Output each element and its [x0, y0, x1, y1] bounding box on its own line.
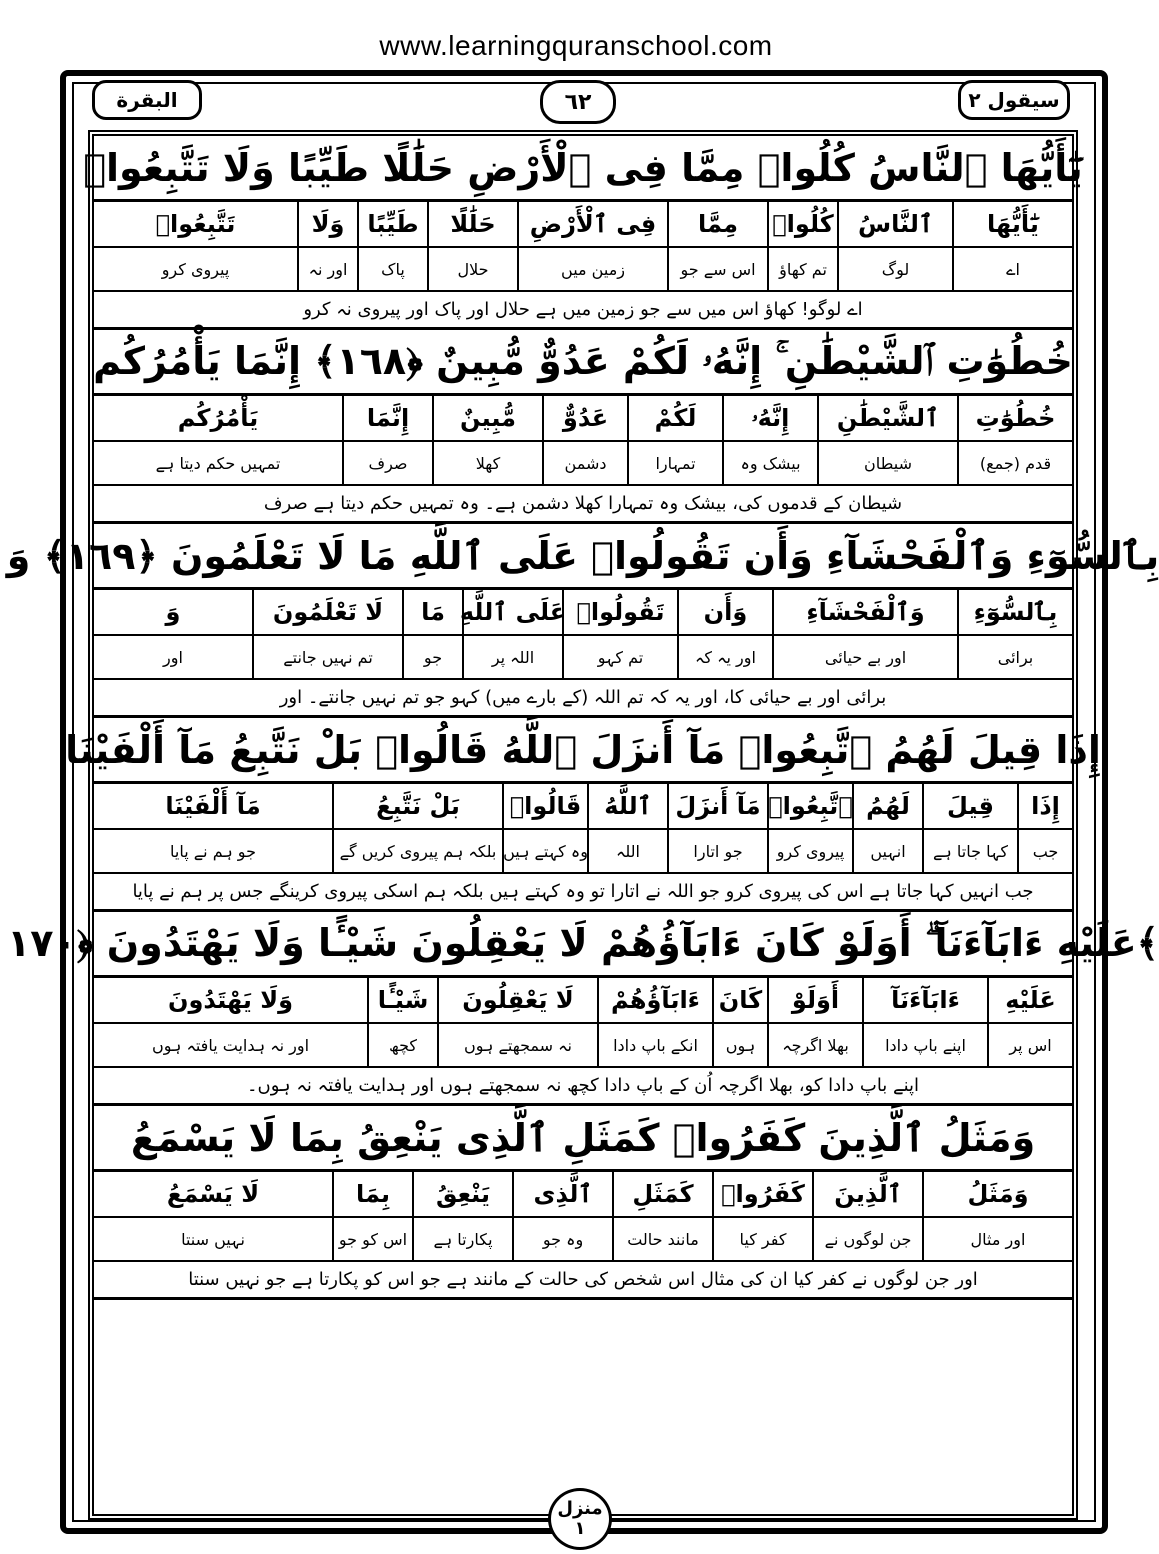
meaning-cell: بیشک وہ: [722, 442, 817, 484]
word-cell: إِذَا: [1017, 784, 1072, 828]
ayah-text: إِذَا قِيلَ لَهُمُ ٱتَّبِعُوا۟ مَآ أَنزَلَ ٱللَّهُ قَالُوا۟ بَلْ نَتَّبِعُ مَآ أَلْفَيْنَا: [94, 718, 1072, 784]
word-cell: قَالُوا۟: [502, 784, 587, 828]
word-cell: تَقُولُوا۟: [562, 590, 677, 634]
word-cell: يَأْمُرُكُم: [177, 404, 259, 432]
meaning-cell: اور بے حیائی: [772, 636, 957, 678]
word-cell: ءَابَآؤُهُمْ: [597, 978, 712, 1022]
word-cell: طَيِّبًا: [357, 202, 427, 246]
ayah-text: خُطُوَٰتِ ٱلشَّيْطَٰنِ ۚ إِنَّهُۥ لَكُمْ عَدُوٌّ مُّبِينٌ ﴿١٦٨﴾ إِنَّمَا يَأْمُرُكُم: [94, 330, 1072, 396]
word-row: [94, 396, 1072, 442]
meaning-cell: بلکہ ہم پیروی کریں گے: [332, 830, 502, 872]
meaning-cell: جب: [1017, 830, 1072, 872]
meaning-cell: اور: [163, 647, 183, 667]
meaning-cell: پکارتا ہے: [412, 1218, 512, 1260]
word-cell: ءَابَآءَنَآ: [862, 978, 987, 1022]
meaning-cell: قدم (جمع): [957, 442, 1072, 484]
meaning-cell: کھلا: [432, 442, 542, 484]
meaning-cell: جو: [402, 636, 462, 678]
meaning-cell: کفر کیا: [712, 1218, 812, 1260]
word-cell: كَانَ: [712, 978, 767, 1022]
meaning-cell: اس پر: [987, 1024, 1072, 1066]
word-cell: ٱلَّذِى: [512, 1172, 612, 1216]
meaning-cell: حلال: [427, 248, 517, 290]
meaning-cell: کچھ: [367, 1024, 437, 1066]
meaning-cell: وہ کہتے ہیں: [502, 830, 587, 872]
translation-text: برائی اور بے حیائی کا، اور یہ کہ تم اللہ (کے بارے میں) کہو جو تم نہیں جانتے۔ اور: [94, 680, 1072, 718]
word-cell: يَٰٓأَيُّهَا: [952, 202, 1072, 246]
meaning-cell: اس کو جو: [332, 1218, 412, 1260]
word-row: [94, 784, 1072, 830]
word-cell: وَأَن: [677, 590, 772, 634]
meaning-cell: اور نہ: [297, 248, 357, 290]
meaning-cell: پیروی کرو: [161, 259, 230, 279]
meaning-cell: وہ جو: [512, 1218, 612, 1260]
meaning-row: [94, 1024, 1072, 1068]
meaning-cell: اپنے باپ دادا: [862, 1024, 987, 1066]
word-cell: وَلَا: [297, 202, 357, 246]
meaning-cell: پاک: [357, 248, 427, 290]
meaning-cell: انکے باپ دادا: [597, 1024, 712, 1066]
meaning-cell: صرف: [342, 442, 432, 484]
manzil-label: منزل: [557, 1498, 603, 1520]
manzil-number: ١: [574, 1518, 586, 1539]
word-cell: ٱتَّبِعُوا۟: [767, 784, 852, 828]
translation-text: جب انہیں کہا جاتا ہے اس کی پیروی کرو جو اللہ نے اتارا تو وہ کہتے ہیں بلکہ ہم اسکی پیروی کرینگے جس پر ہم نے پایا: [94, 874, 1072, 912]
meaning-cell: بھلا اگرچہ: [767, 1024, 862, 1066]
meaning-row: [94, 248, 1072, 292]
meaning-cell: جو ہم نے پایا: [170, 841, 256, 861]
meaning-cell: برائی: [957, 636, 1072, 678]
meaning-cell: کہا جاتا ہے: [922, 830, 1017, 872]
meaning-cell: اور مثال: [922, 1218, 1072, 1260]
word-row: [94, 1172, 1072, 1218]
word-cell: وَمَثَلُ: [922, 1172, 1072, 1216]
word-cell: لَا يَسْمَعُ: [166, 1180, 260, 1208]
ayah-text: يَٰٓأَيُّهَا ٱلنَّاسُ كُلُوا۟ مِمَّا فِى ٱلْأَرْضِ حَلَٰلًا طَيِّبًا وَلَا تَتَّبِعُوا۟: [94, 136, 1072, 202]
word-cell: كَمَثَلِ: [612, 1172, 712, 1216]
word-cell: كُلُوا۟: [767, 202, 837, 246]
word-cell: كَفَرُوا۟: [712, 1172, 812, 1216]
word-cell: مَآ أَلْفَيْنَا: [165, 792, 261, 820]
word-cell: وَٱلْفَحْشَآءِ: [772, 590, 957, 634]
surah-name-label: البقرة: [92, 80, 202, 120]
meaning-row: [94, 442, 1072, 486]
translation-text: اے لوگو! کھاؤ اس میں سے جو زمین میں ہے حلال اور پاک اور پیروی نہ کرو: [94, 292, 1072, 330]
word-cell: قِيلَ: [922, 784, 1017, 828]
word-cell: لَهُمُ: [852, 784, 922, 828]
word-cell: بِمَا: [332, 1172, 412, 1216]
word-cell: لَا تَعْلَمُونَ: [252, 590, 402, 634]
meaning-cell: ہوں: [712, 1024, 767, 1066]
word-cell: أَوَلَوْ: [767, 978, 862, 1022]
page-number: ٦٢: [540, 80, 616, 124]
meaning-cell: تم کھاؤ: [767, 248, 837, 290]
juz-name-label: سیقول ۲: [958, 80, 1070, 120]
meaning-cell: لوگ: [837, 248, 952, 290]
word-cell: ٱللَّهُ: [587, 784, 667, 828]
translation-text: اپنے باپ دادا کو، بھلا اگرچہ اُن کے باپ دادا کچھ نہ سمجھتے ہوں اور ہدایت یافتہ نہ ہوں۔: [94, 1068, 1072, 1106]
word-cell: لَكُمْ: [627, 396, 722, 440]
word-cell: وَ: [165, 598, 181, 626]
word-by-word-table: [6, 136, 1159, 1514]
word-cell: مَآ أَنزَلَ: [667, 784, 767, 828]
word-cell: تَتَّبِعُوا۟: [155, 210, 236, 238]
manzil-badge: [548, 1488, 612, 1550]
word-cell: إِنَّمَا: [342, 396, 432, 440]
meaning-cell: شیطان: [817, 442, 957, 484]
meaning-cell: مانند حالت: [612, 1218, 712, 1260]
translation-text: شیطان کے قدموں کی، بیشک وہ تمہارا کھلا دشمن ہے۔ وہ تمہیں حکم دیتا ہے صرف: [94, 486, 1072, 524]
meaning-cell: تم کہو: [562, 636, 677, 678]
meaning-cell: تمہیں حکم دیتا ہے: [155, 453, 281, 473]
word-cell: حَلَٰلًا: [427, 202, 517, 246]
word-cell: مِمَّا: [667, 202, 767, 246]
meaning-cell: اور یہ کہ: [677, 636, 772, 678]
ayah-text: وَمَثَلُ ٱلَّذِينَ كَفَرُوا۟ كَمَثَلِ ٱلَّذِى يَنْعِقُ بِمَا لَا يَسْمَعُ: [94, 1106, 1072, 1172]
site-url: www.learningquranschool.com: [379, 30, 773, 61]
ayah-text: بِٱلسُّوٓءِ وَٱلْفَحْشَآءِ وَأَن تَقُولُوا۟ عَلَى ٱللَّهِ مَا لَا تَعْلَمُونَ ﴿١٦٩﴾ وَ: [94, 524, 1072, 590]
word-cell: ٱلَّذِينَ: [812, 1172, 922, 1216]
word-cell: يَنْعِقُ: [412, 1172, 512, 1216]
meaning-cell: دشمن: [542, 442, 627, 484]
word-cell: وَلَا يَهْتَدُونَ: [167, 986, 294, 1014]
meaning-cell: جن لوگوں نے: [812, 1218, 922, 1260]
word-cell: عَدُوٌّ: [542, 396, 627, 440]
word-cell: عَلَيْهِ: [987, 978, 1072, 1022]
meaning-row: [94, 830, 1072, 874]
meaning-cell: اور نہ ہدایت یافتہ ہوں: [151, 1035, 310, 1055]
meaning-cell: اللہ: [587, 830, 667, 872]
meaning-cell: نہیں سنتا: [181, 1229, 245, 1249]
meaning-cell: نہ سمجھتے ہوں: [437, 1024, 597, 1066]
meaning-cell: جو اتارا: [667, 830, 767, 872]
word-cell: لَا يَعْقِلُونَ: [437, 978, 597, 1022]
meaning-cell: انہیں: [852, 830, 922, 872]
meaning-cell: تمہارا: [627, 442, 722, 484]
word-cell: عَلَى ٱللَّهِ: [462, 590, 562, 634]
meaning-cell: تم نہیں جانتے: [252, 636, 402, 678]
meaning-cell: اے: [952, 248, 1072, 290]
meaning-row: [94, 1218, 1072, 1262]
word-cell: ٱلشَّيْطَٰنِ: [817, 396, 957, 440]
word-cell: إِنَّهُۥ: [722, 396, 817, 440]
translation-text: اور جن لوگوں نے کفر کیا ان کی مثال اس شخص کی حالت کے مانند ہے جو اس کو پکارتا ہے جو نہیں سنتا: [94, 1262, 1072, 1300]
meaning-cell: اس سے جو: [667, 248, 767, 290]
meaning-cell: پیروی کرو: [767, 830, 852, 872]
word-cell: مُّبِينٌ: [432, 396, 542, 440]
word-cell: فِى ٱلْأَرْضِ: [517, 202, 667, 246]
word-row: [94, 590, 1072, 636]
ayah-text: عَلَيْهِ ءَابَآءَنَآ ۗ أَوَلَوْ كَانَ ءَابَآؤُهُمْ لَا يَعْقِلُونَ شَيْـًٔا وَلَا يَهْتَدُونَ ﴿١٧٠﴾: [94, 912, 1072, 978]
word-cell: شَيْـًٔا: [367, 978, 437, 1022]
meaning-cell: اللہ پر: [462, 636, 562, 678]
word-cell: ٱلنَّاسُ: [837, 202, 952, 246]
word-cell: خُطُوَٰتِ: [957, 396, 1072, 440]
meaning-cell: زمین میں: [517, 248, 667, 290]
word-row: [94, 202, 1072, 248]
word-cell: مَا: [402, 590, 462, 634]
word-cell: بَلْ نَتَّبِعُ: [332, 784, 502, 828]
word-row: [94, 978, 1072, 1024]
meaning-row: [94, 636, 1072, 680]
word-cell: بِٱلسُّوٓءِ: [957, 590, 1072, 634]
